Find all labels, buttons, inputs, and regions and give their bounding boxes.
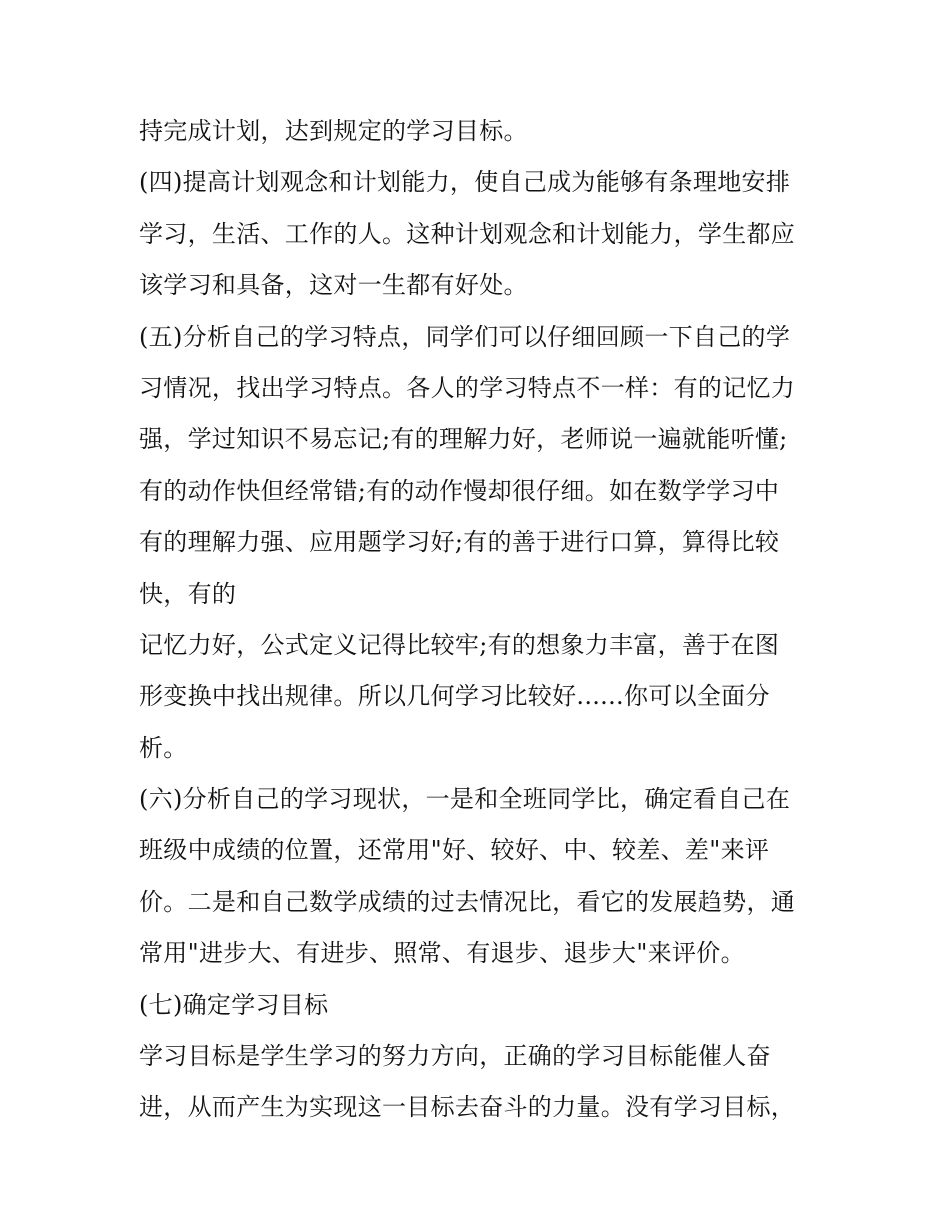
text-line: (四)提高计划观念和计划能力，使自己成为能够有条理地安排 [139, 168, 791, 197]
text-line: (五)分析自己的学习特点，同学们可以仔细回顾一下自己的学 [139, 322, 791, 351]
text-line: 习情况，找出学习特点。各人的学习特点不一样：有的记忆力 [139, 373, 796, 402]
text-line: 有的动作快但经常错;有的动作慢却很仔细。如在数学学习中 [139, 476, 780, 505]
text-line: 快，有的 [139, 579, 237, 608]
text-line: 记忆力好，公式定义记得比较牢;有的想象力丰富，善于在图 [139, 630, 780, 659]
text-line: 班级中成绩的位置，还常用"好、较好、中、较差、差"来评 [139, 836, 770, 865]
text-line: 价。二是和自己数学成绩的过去情况比，看它的发展趋势，通 [139, 887, 796, 916]
text-line: (七)确定学习目标 [139, 990, 329, 1019]
text-line: 该学习和具备，这对一生都有好处。 [139, 271, 528, 300]
document-body [139, 106, 819, 1134]
text-line: 常用"进步大、有进步、照常、有退步、退步大"来评价。 [139, 939, 745, 968]
text-line: (六)分析自己的学习现状，一是和全班同学比，确定看自己在 [139, 785, 791, 814]
text-line: 持完成计划，达到规定的学习目标。 [139, 117, 528, 145]
text-line: 析。 [139, 733, 188, 762]
text-line: 强，学过知识不易忘记;有的理解力好，老师说一遍就能听懂; [139, 425, 788, 454]
text-line: 形变换中找出规律。所以几何学习比较好......你可以全面分 [139, 682, 770, 711]
text-line: 有的理解力强、应用题学习好;有的善于进行口算，算得比较 [139, 528, 780, 557]
text-line: 学习，生活、工作的人。这种计划观念和计划能力，学生都应 [139, 219, 796, 248]
text-line: 进，从而产生为实现这一目标去奋斗的力量。没有学习目标， [139, 1093, 796, 1122]
text-line: 学习目标是学生学习的努力方向，正确的学习目标能催人奋 [139, 1042, 771, 1071]
